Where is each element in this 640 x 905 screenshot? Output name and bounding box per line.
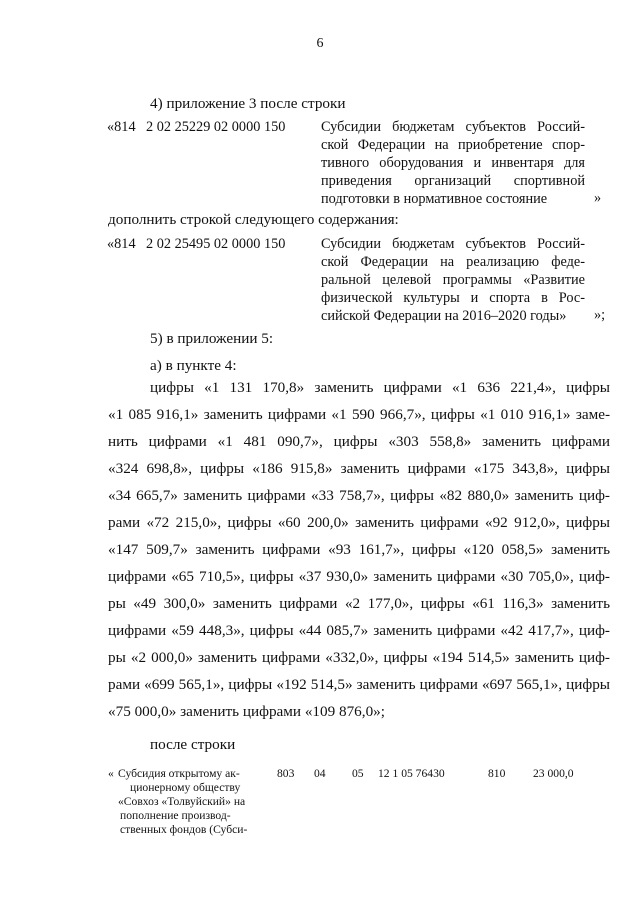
para-line: цифры «1 131 170,8» заменить цифрами «1 636 221,4», цифры bbox=[150, 379, 610, 396]
item-5a-text: а) в пункте 4: bbox=[150, 357, 237, 374]
para-line: «34 665,7» заменить цифрами «33 758,7», цифры «82 880,0» заменить циф- bbox=[108, 487, 610, 504]
desc-line: подготовки в нормативное состояние bbox=[321, 190, 548, 207]
table-cell-expense-type: 810 bbox=[488, 767, 506, 780]
row1-description bbox=[321, 119, 585, 209]
row2-description bbox=[321, 236, 585, 326]
table-name-line: пополнение производ- bbox=[120, 809, 231, 822]
para-line: «75 000,0» заменить цифрами «109 876,0»; bbox=[108, 703, 385, 720]
table-name-line: Субсидия открытому ак- bbox=[118, 767, 240, 780]
desc-line: Субсидии бюджетам субъектов Россий- bbox=[321, 236, 585, 252]
desc-line: Субсидии бюджетам субъектов Россий- bbox=[321, 119, 585, 135]
para-line: рами «72 215,0», цифры «60 200,0» заменить цифрами «92 912,0», цифры bbox=[108, 514, 610, 531]
table-row-name bbox=[118, 767, 268, 837]
para-line: «324 698,8», цифры «186 915,8» заменить цифрами «175 343,8», цифры bbox=[108, 460, 610, 477]
row1-code: 2 02 25229 02 0000 150 bbox=[146, 119, 286, 135]
page-number: 6 bbox=[316, 36, 324, 51]
para-line: ры «49 300,0» заменить цифрами «2 177,0», цифры «61 116,3» заменить bbox=[108, 595, 610, 612]
row1-code-prefix: «814 bbox=[107, 119, 136, 135]
table-cell-amount: 23 000,0 bbox=[533, 767, 574, 780]
para-line: рами «699 565,1», цифры «192 514,5» заменить цифрами «697 565,1», цифры bbox=[108, 676, 610, 693]
desc-line: ской Федерации на приобретение спор- bbox=[321, 136, 585, 153]
row2-code-prefix: «814 bbox=[107, 236, 136, 252]
row2-code: 2 02 25495 02 0000 150 bbox=[146, 236, 286, 252]
table-cell-section: 04 bbox=[314, 767, 326, 780]
para-line: «1 085 916,1» заменить цифрами «1 590 966,7», цифры «1 010 916,1» заме- bbox=[108, 406, 610, 423]
para-line: ры «2 000,0» заменить цифрами «332,0», цифры «194 514,5» заменить циф- bbox=[108, 649, 610, 666]
row2-close-quote: »; bbox=[594, 307, 606, 323]
row1-close-quote: » bbox=[594, 190, 602, 206]
table-name-line: «Совхоз «Толвуйский» на bbox=[118, 795, 246, 808]
table-cell-subsection: 05 bbox=[352, 767, 364, 780]
table-row-quote: « bbox=[108, 767, 114, 780]
para-line: «147 509,7» заменить цифрами «93 161,7», цифры «120 058,5» заменить bbox=[108, 541, 610, 558]
desc-line: приведения организаций спортивной bbox=[321, 172, 585, 189]
table-cell-target-item: 12 1 05 76430 bbox=[378, 767, 445, 780]
desc-line: ральной целевой программы «Развитие bbox=[321, 271, 585, 288]
para-line: цифрами «59 448,3», цифры «44 085,7» заменить цифрами «42 417,7», циф- bbox=[108, 622, 610, 639]
desc-line: сийской Федерации на 2016–2020 годы» bbox=[321, 307, 567, 324]
table-name-line: ционерному обществу bbox=[130, 781, 241, 794]
table-cell-ministry: 803 bbox=[277, 767, 295, 780]
after-row-text: после строки bbox=[150, 736, 236, 753]
item-4-text: 4) приложение 3 после строки bbox=[150, 95, 346, 112]
para-line: нить цифрами «1 481 090,7», цифры «303 558,8» заменить цифрами bbox=[108, 433, 610, 450]
table-name-line: ственных фондов (Субси- bbox=[120, 823, 248, 836]
desc-line: ской Федерации на реализацию феде- bbox=[321, 253, 585, 270]
item-5-text: 5) в приложении 5: bbox=[150, 330, 274, 347]
add-line-text: дополнить строкой следующего содержания: bbox=[108, 211, 399, 228]
desc-line: тивного оборудования и инвентаря для bbox=[321, 154, 585, 171]
desc-line: физической культуры и спорта в Рос- bbox=[321, 289, 585, 306]
para-line: цифрами «65 710,5», цифры «37 930,0» заменить цифрами «30 705,0», циф- bbox=[108, 568, 610, 585]
